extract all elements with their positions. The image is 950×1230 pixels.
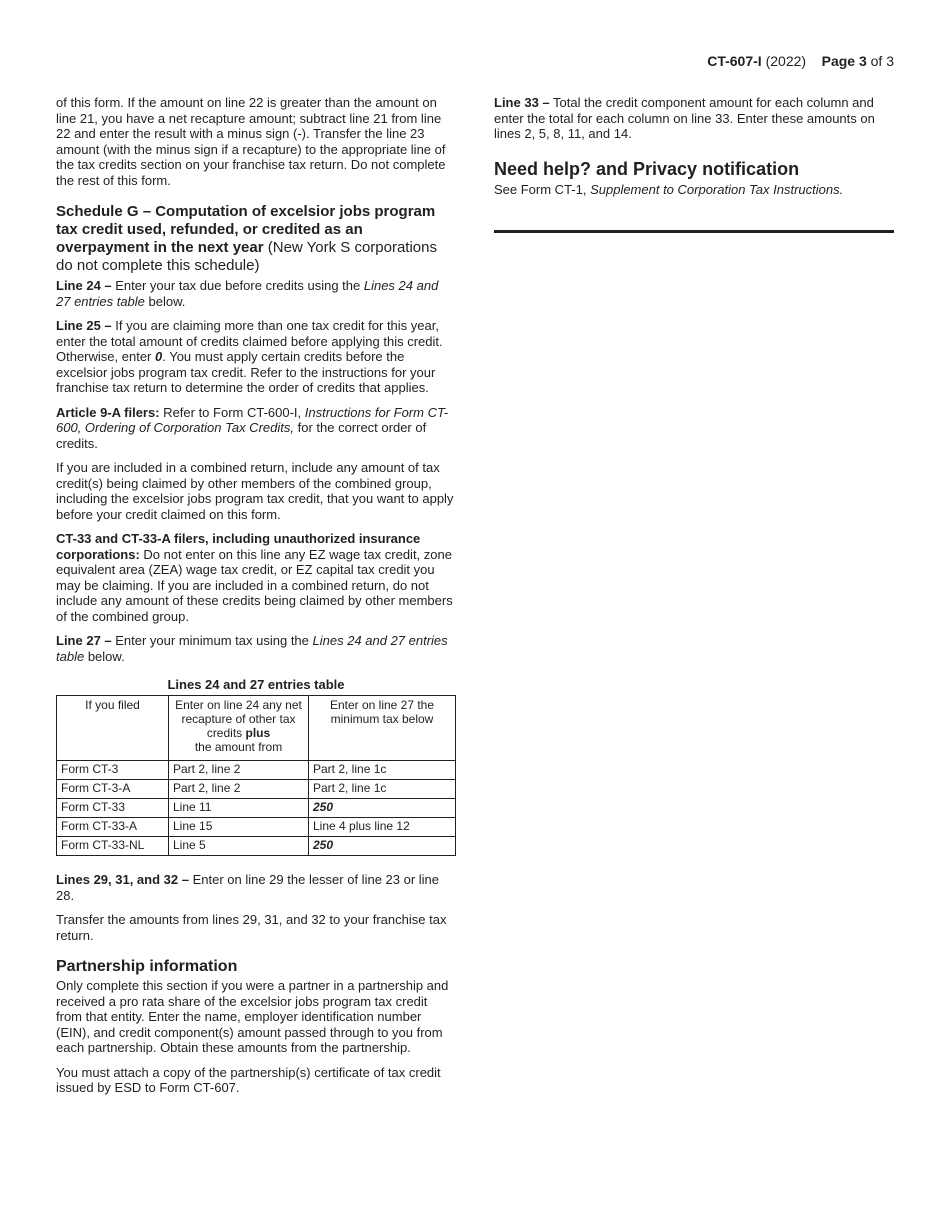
lines29-paragraph — [56, 872, 456, 903]
cell-filed: Form CT-33-A — [57, 818, 169, 837]
lines29-text: Enter on line 29 the lesser of line 23 or line 28. — [56, 872, 440, 903]
line25-label: Line 25 – — [56, 318, 112, 333]
ct33-text: Do not enter on this line any EZ wage tax credit, zone equivalent area (ZEA) wage tax credit, or EZ capital tax credit you may be claiming. If you are included in a combined return, do not include any amount of these credits being claimed by other members of the combined group. — [56, 546, 453, 624]
line24-label: Line 24 – — [56, 278, 112, 293]
table-row — [57, 818, 456, 837]
page-header — [707, 53, 894, 70]
article9a-ref: Instructions for Form CT-600, Ordering of Corporation Tax Credits, — [56, 404, 449, 435]
line27-label: Line 27 – — [56, 633, 112, 648]
cell-filed: Form CT-3-A — [57, 780, 169, 799]
cell-line24: Line 11 — [169, 799, 309, 818]
page-label: Page 3 — [821, 53, 867, 69]
form-year: (2022) — [765, 53, 807, 69]
line24-paragraph — [56, 278, 456, 309]
table-row — [57, 780, 456, 799]
cell-filed: Form CT-33 — [57, 799, 169, 818]
schedule-g-note: (New York S corporations do not complete this schedule) — [56, 239, 437, 274]
line25-text: If you are claiming more than one tax credit for this year, enter the total amount of credits claimed before applying this credit. Otherwise, enter — [56, 318, 443, 364]
article9a-text: Refer to Form CT-600-I, — [159, 404, 305, 420]
schedule-g-heading — [56, 203, 456, 275]
article9a-label: Article 9-A filers: — [56, 404, 160, 420]
entries-table-title: Lines 24 and 27 entries table — [167, 677, 345, 692]
cell-line27: Part 2, line 1c — [309, 780, 456, 799]
header-line24-plus: plus — [245, 726, 271, 740]
partnership-heading: Partnership information — [56, 958, 238, 975]
ct33-label: CT-33 and CT-33-A filers, including unauthorized insurance corporations: — [56, 531, 421, 562]
article9a-text-end: for the correct order of credits. — [56, 420, 427, 451]
page-of: of 3 — [870, 53, 894, 69]
help-text: See Form CT-1, — [494, 181, 591, 197]
header-line24-text: Enter on line 24 any net recapture of other tax credits — [175, 698, 302, 740]
cell-line24: Part 2, line 2 — [169, 761, 309, 780]
line33-paragraph — [494, 95, 894, 142]
line25-paragraph — [56, 318, 456, 396]
cell-line27: Line 4 plus line 12 — [309, 818, 456, 837]
line25-text-end: . You must apply certain credits before the excelsior jobs program tax credit. Refer to the instructions for your franchise tax return to determine the order of credits that applies. — [56, 349, 436, 395]
cell-line27: 250 — [309, 799, 456, 818]
attach-paragraph: You must attach a copy of the partnership(s) certificate of tax credit issued by ESD to Form CT-607. — [56, 1064, 441, 1095]
partnership-paragraph: Only complete this section if you were a partner in a partnership and received a pro rata share of the excelsior jobs program tax credit from that entity. Enter the name, employer identification number (EIN), and credit component(s) amount passed through to you from each partnership. Obtain these amounts from the partnership. — [56, 978, 449, 1055]
line33-label: Line 33 – — [494, 95, 550, 110]
table-header-row — [57, 696, 456, 761]
transfer-paragraph: Transfer the amounts from lines 29, 31, and 32 to your franchise tax return. — [56, 912, 447, 943]
intro-paragraph: of this form. If the amount on line 22 is greater than the amount on line 21, you have a net recapture amount; subtract line 21 from line 22 and enter the result with a minus sign (-). Transfer the line 23 amount (with the minus sign if a recapture) to the appropriate line of the tax credits section on your franchise tax return. Do not complete the rest of this form. — [56, 95, 446, 188]
form-id: CT-607-I — [707, 53, 762, 69]
cell-line24: Part 2, line 2 — [169, 780, 309, 799]
ct33-paragraph — [56, 531, 456, 624]
article9a-paragraph — [56, 405, 456, 452]
entries-table — [56, 695, 456, 856]
help-heading: Need help? and Privacy notification — [494, 158, 800, 179]
line27-text: Enter your minimum tax using the — [111, 633, 313, 648]
line25-zero: 0 — [155, 349, 163, 364]
table-row — [57, 761, 456, 780]
table-row — [57, 799, 456, 818]
right-column — [494, 95, 894, 206]
cell-filed: Form CT-33-NL — [57, 837, 169, 856]
header-line27: Enter on line 27 the minimum tax below — [309, 696, 456, 761]
cell-line24: Line 15 — [169, 818, 309, 837]
line24-text: Enter your tax due before credits using the — [111, 278, 364, 293]
table-row — [57, 837, 456, 856]
cell-line24: Line 5 — [169, 837, 309, 856]
cell-line27: 250 — [309, 837, 456, 856]
line27-text-end: below. — [84, 648, 125, 664]
combined-return-paragraph: If you are included in a combined return, include any amount of tax credit(s) being claimed by other members of the combined group, including the excelsior jobs program tax credit, that you want to apply before your credit claimed on this form. — [56, 460, 454, 522]
line33-text: Total the credit component amount for each column and enter the total for each column on line 33. Enter these amounts on lines 2, 5, 8, 11, and 14. — [494, 95, 875, 141]
lines29-label: Lines 29, 31, and 32 – — [56, 872, 189, 887]
cell-line27: Part 2, line 1c — [309, 761, 456, 780]
help-paragraph — [494, 182, 894, 198]
line24-text-end: below. — [144, 293, 186, 309]
section-end-rule — [494, 230, 894, 233]
line27-paragraph — [56, 633, 456, 664]
line24-table-ref: Lines 24 and 27 entries table — [56, 278, 439, 309]
header-if-you-filed: If you filed — [57, 696, 169, 761]
entries-table-body — [57, 761, 456, 856]
left-column — [56, 95, 456, 1105]
cell-filed: Form CT-3 — [57, 761, 169, 780]
header-line24-text-end: the amount from — [194, 740, 283, 754]
line27-table-ref: Lines 24 and 27 entries table — [56, 633, 448, 664]
header-line24 — [169, 696, 309, 761]
schedule-g-title: Schedule G – Computation of excelsior jobs program tax credit used, refunded, or credited as an overpayment in the next year — [56, 203, 436, 256]
help-ref: Supplement to Corporation Tax Instructions. — [590, 181, 844, 197]
